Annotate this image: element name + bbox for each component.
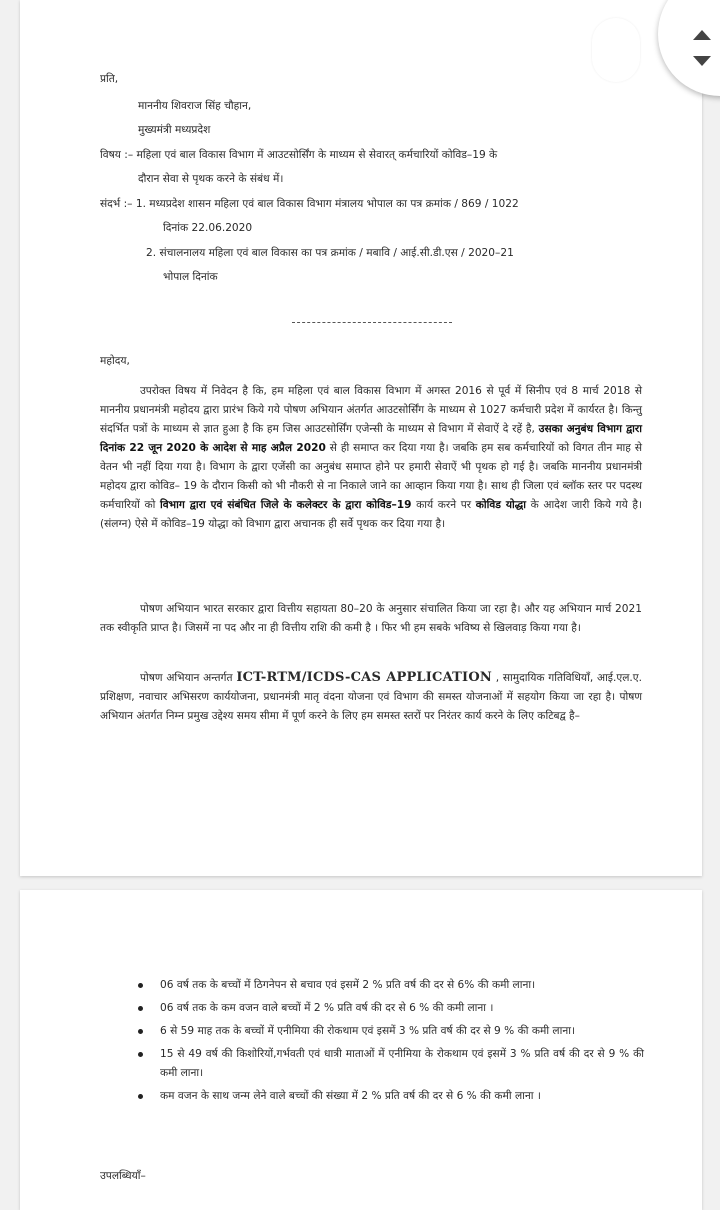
overlay-pill: [592, 18, 640, 82]
subject-line-1: विषय :– महिला एवं बाल विकास विभाग में आउटसोर्सिंग के माध्यम से सेवारत् कर्मचारियों कोविड–19 के: [100, 149, 498, 161]
goal-text: 06 वर्ष तक के कम वजन वाले बच्चों में 2 % प्रति वर्ष की दर से 6 % की कमी लाना ।: [160, 1002, 494, 1014]
salutation-to: प्रति,: [100, 73, 119, 85]
p1-text-e: कार्य करने पर: [411, 499, 476, 511]
goal-text: 15 से 49 वर्ष की किशोरियों,गर्भवती एवं धात्री माताओं में एनीमिया के रोकथाम एवं इसमें 3 % प्रति वर्ष की दर से 9 % की कमी लाना।: [160, 1048, 644, 1079]
document-page-2: [20, 890, 702, 1210]
recipient-title: मुख्यमंत्री मध्यप्रदेश: [138, 124, 211, 136]
goal-item: [138, 1087, 644, 1106]
p3-text-c: , सामुदायिक गतिविधियाँ, आई.एल.ए. प्रशिक्षण, नवाचार अभिसरण कार्ययोजना, प्रधानमंत्री मातृ वंदना योजना एवं विभाग की समस्त योजनाओं में सहयोग किया जा रहा है। पोषण अभियान अंतर्गत निम्न प्रमुख उद्देश्य समय सीमा में पूर्ण करने के लिए हम समस्त स्तरों पर निरंतर कार्य करने के लिए कटिबद्व है–: [100, 672, 642, 722]
paragraph-1: [100, 382, 642, 534]
separator-line: [292, 322, 452, 323]
paragraph-2: पोषण अभियान भारत सरकार द्वारा वित्तीय सहायता 80–20 के अनुसार संचालित किया जा रहा है। और यह अभियान मार्च 2021 तक स्वीकृति प्राप्त है। जिसमें ना पद और ना ही वित्तीय राशि की कमी है । फिर भी हम सबके भविष्य से खिलवाड़ किया गया है।: [100, 603, 642, 634]
achievements-heading: उपलब्धियाँ–: [100, 1170, 146, 1182]
goal-text: 6 से 59 माह तक के बच्चों में एनीमिया की रोकथाम एवं इसमें 3 % प्रति वर्ष की दर से 9 % की कमी लाना।: [160, 1025, 575, 1037]
subject-line-2: दौरान सेवा से पृथक करने के संबंध में।: [138, 173, 284, 185]
bullet-icon: [138, 983, 143, 988]
p1-text-a: उपरोक्त विषय में निवेदन है कि, हम महिला एवं बाल विकास विभाग में अगस्त 2016 से पूर्व में सिनीप एवं 8 मार्च 2018 से माननीय प्रधानमंत्री महोदय द्वारा प्रारंभ किये गये पोषण अभियान अंतर्गत आउटसोर्सिंग के माध्यम से 1027 कर्मचारी प्रदेश में कार्यरत है। किन्तु संदर्भित पत्रों के माध्यम से ज्ञात हुआ है कि हम जिस आउटसोर्सिंग एजेन्सी के माध्यम से विभाग में सेवाऐं दे रहें है,: [100, 385, 642, 435]
p3-ict-application: ICT-RTM/ICDS-CAS APPLICATION: [236, 670, 492, 685]
reference-line-3: 2. संचालनालय महिला एवं बाल विकास का पत्र क्रमांक / मबावि / आई.सी.डी.एस / 2020–21: [146, 247, 514, 259]
p1-bold-order: विभाग द्वारा एवं संबंधित जिले के कलेक्टर के द्वारा कोविड–19: [160, 499, 412, 511]
reference-line-2: दिनांक 22.06.2020: [163, 222, 253, 234]
p3-text-a: पोषण अभियान अन्तर्गत: [140, 672, 237, 684]
goal-list: [138, 976, 644, 1110]
arrow-up-icon: [693, 30, 711, 40]
p1-bold-contract: उसका अनुबंध विभाग द्वारा दिनांक 22 जून 2020 के आदेश से माह अप्रैल 2020: [100, 423, 642, 454]
goal-item: [138, 999, 644, 1018]
goal-item: [138, 1045, 644, 1083]
goal-item: [138, 976, 644, 995]
document-page-1: [20, 0, 702, 876]
arrow-down-icon: [693, 56, 711, 66]
greeting: महोदय,: [100, 355, 130, 367]
goal-text: कम वजन के साथ जन्म लेने वाले बच्चों की संख्या में 2 % प्रति वर्ष की दर से 6 % की कमी लाना ।: [160, 1090, 541, 1102]
p1-bold-warrior: कोविड योद्धा: [475, 499, 526, 511]
recipient-name: माननीय शिवराज सिंह चौहान,: [138, 100, 252, 112]
goal-text: 06 वर्ष तक के बच्चों में ठिगनेपन से बचाव एवं इसमें 2 % प्रति वर्ष की दर से 6% की कमी लाना।: [160, 979, 536, 991]
p1-text-g: के आदेश जारी किये गये है। (संलग्न) ऐसे में कोविड–19 योद्धा को विभाग द्वारा अचानक ही सर्वे पृथक कर दिया गया है।: [100, 499, 642, 530]
bullet-icon: [138, 1052, 143, 1057]
goal-item: [138, 1022, 644, 1041]
bullet-icon: [138, 1029, 143, 1034]
p1-text-c: से ही समाप्त कर दिया गया है। जबकि हम सब कर्मचारियों को विगत तीन माह से वेतन भी नहीं दिया गया है। विभाग के द्वारा एजेंसी का अनुबंध समाप्त होने पर हमारी सेवाऐं भी पृथक हो गई है। जबकि माननीय प्रधानमंत्री महोदय द्वारा कोविड– 19 के दौरान किसी को भी नौकरी से ना निकाले जाने का आव्हान किया गया है। साथ ही जिला एवं ब्लॉक स्तर पर पदस्थ कर्मचारियों को: [100, 442, 643, 511]
reference-line-1: संदर्भ :– 1. मध्यप्रदेश शासन महिला एवं बाल विकास विभाग मंत्रालय भोपाल का पत्र क्रमांक / 869 / 1022: [100, 198, 519, 210]
bullet-icon: [138, 1094, 143, 1099]
bullet-icon: [138, 1006, 143, 1011]
reference-line-4: भोपाल दिनांक: [163, 271, 218, 283]
paragraph-3: [100, 668, 642, 726]
